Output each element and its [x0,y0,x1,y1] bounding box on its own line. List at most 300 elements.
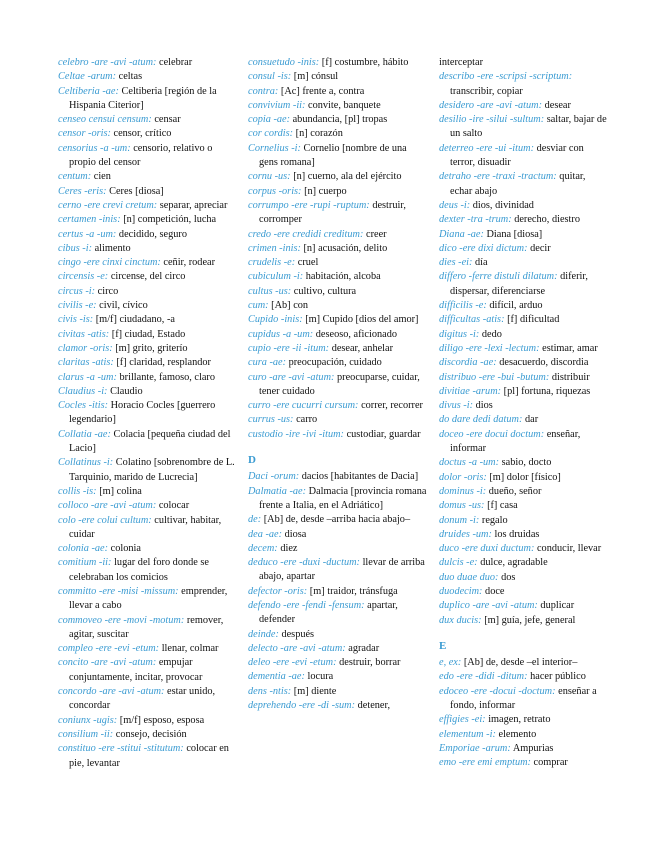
entry-headword: defendo -ere -fendi -fensum: [248,599,365,611]
entry-definition: transcribir, copiar [450,85,523,97]
entry-definition: enseñar a fondo, informar [450,685,597,712]
entry-headword: cum: [248,300,269,312]
section-letter: E [439,639,447,652]
entry-headword: emo -ere emi emptum: [439,757,531,769]
dictionary-entry [439,213,607,227]
entry-definition: separar, apreciar [159,199,228,211]
dictionary-entry [58,356,236,370]
entry-definition: destruir, corromper [259,199,406,226]
dictionary-entry [439,485,607,499]
entry-headword: delecto -are -avi -atum: [248,642,346,654]
entry-headword: civitas -atis: [58,328,110,340]
dictionary-entry [248,285,428,299]
dictionary-entry [58,299,236,313]
dictionary-entry [248,528,428,542]
entry-definition: estar unido, concordar [69,686,216,712]
entry-headword: duodecim: [439,585,483,597]
dictionary-entry [439,99,607,113]
dictionary-entry [439,371,607,385]
entry-definition: preocupación, cuidado [288,357,382,369]
entry-definition: [Ab] con [271,300,309,312]
entry-headword: circensis -e: [58,271,109,283]
entry-definition: [n] competición, lucha [123,214,217,226]
dictionary-entry [58,556,236,585]
entry-definition: diosa [284,528,307,540]
entry-headword: deus -i: [439,199,471,211]
entry-headword: custodio -ire -ivi -itum: [248,428,344,440]
entry-definition: cultivar, habitar, cuidar [69,514,222,540]
entry-definition: dar [525,414,539,426]
entry-headword: edoceo -ere -docui -doctum: [439,685,556,697]
dictionary-entry [439,514,607,528]
entry-definition: convite, banquete [308,99,381,111]
entry-definition: cruel [297,257,319,269]
dictionary-entry [58,399,236,428]
entry-definition: Colatino [sobrenombre de L. Tarquinio, marido de Lucrecia] [69,457,235,483]
entry-headword: duo duae duo: [439,571,499,583]
entry-definition: [m] traidor, tránsfuga [309,585,398,597]
entry-definition: día [475,257,488,269]
entry-headword: domus -us: [439,500,485,512]
entry-headword: cibus -i: [58,242,93,254]
dictionary-entry [248,642,428,656]
entry-headword: discordia -ae: [439,357,497,369]
entry-headword: contra: [248,85,279,97]
dictionary-entry [58,127,236,141]
entry-definition: elemento [498,728,537,740]
entry-headword: diligo -ere -lexi -lectum: [439,342,540,354]
dictionary-entry [248,685,428,699]
entry-definition: duplicar [540,600,575,612]
entry-definition: decidido, seguro [118,228,187,240]
entry-definition: censor, crítico [113,128,172,140]
entry-headword: divitiae -arum: [439,385,502,397]
entry-headword: civis -is: [58,314,94,326]
dictionary-entry [248,585,428,599]
entry-headword: Cornelius -i: [248,142,301,154]
dictionary-entry [439,499,607,513]
entry-definition: abundancia, [pl] tropas [292,114,388,126]
dictionary-entry [439,756,607,770]
dictionary-entry [248,142,428,171]
dictionary-entry [248,542,428,556]
dictionary-entry [439,199,607,213]
entry-definition: [f] casa [487,500,518,512]
entry-definition: [m] grito, griterío [115,342,188,354]
dictionary-entry [439,170,607,199]
entry-definition: Claudio [110,385,143,397]
entry-definition: colocar en pie, levantar [69,743,229,769]
column-3 [439,56,607,771]
entry-definition: consejo, decisión [115,728,187,740]
entry-headword: consilium -ii: [58,728,114,740]
dictionary-entry [58,142,236,171]
dictionary-entry [58,228,236,242]
entry-definition: doce [485,585,505,597]
dictionary-entry [439,656,607,670]
entry-definition: Celtiberia [región de la Hispania Citerior] [69,85,217,111]
dictionary-entry [439,456,607,470]
entry-definition: [f] dificultad [507,314,560,326]
entry-headword: digitus -i: [439,328,480,340]
entry-definition: celebrar [159,57,193,68]
dictionary-entry [58,170,236,184]
entry-headword: Cupido -inis: [248,314,303,326]
entry-headword: detraho -ere -traxi -tractum: [439,171,557,183]
entry-definition: habitación, alcoba [305,271,381,283]
dictionary-entry [58,313,236,327]
entry-definition: detener, [357,700,391,712]
entry-definition: dios [475,400,493,412]
dictionary-entry [439,299,607,313]
entry-headword: Ceres -eris: [58,185,107,197]
dictionary-entry [58,213,236,227]
dictionary-entry [58,371,236,385]
entry-headword: druides -um: [439,528,492,540]
entry-headword: do dare dedi datum: [439,414,523,426]
entry-definition: dedo [481,328,502,340]
entry-headword: constituo -ere -stitui -stitutum: [58,743,184,755]
dictionary-entry [248,699,428,713]
entry-headword: celebro -are -avi -atum: [58,57,157,68]
dictionary-entry [248,328,428,342]
entry-headword: dux ducis: [439,614,482,626]
dictionary-entry [248,299,428,313]
dictionary-entry [248,99,428,113]
dictionary-entry [248,256,428,270]
dictionary-entry [248,413,428,427]
entry-headword: cubiculum -i: [248,271,304,283]
dictionary-entry [58,742,236,771]
entry-headword: defector -oris: [248,585,308,597]
entry-headword: coniunx -ugis: [58,714,118,726]
entry-definition: colonia [110,543,141,555]
entry-headword: commoveo -ere -movi -motum: [58,614,185,626]
entry-definition: [n] cuerpo [304,185,347,197]
dictionary-entry [248,670,428,684]
dictionary-entry [248,485,428,514]
entry-headword: cingo -ere cinxi cinctum: [58,257,161,269]
entry-headword: consuetudo -inis: [248,57,320,68]
entry-definition: dacios [habitantes de Dacia] [301,471,419,483]
entry-headword: difficilis -e: [439,300,487,312]
entry-definition: dueño, señor [488,485,542,497]
dictionary-entry [248,242,428,256]
entry-headword: cornu -us: [248,171,291,183]
dictionary-entry [248,70,428,84]
entry-headword: deinde: [248,628,279,640]
dictionary-entry [58,270,236,284]
dictionary-entry [439,270,607,299]
entry-definition: creer [366,228,387,240]
entry-definition: cien [93,171,111,183]
dictionary-entry [439,113,607,142]
dictionary-entry [58,113,236,127]
entry-definition: [m] dolor [físico] [489,471,561,483]
entry-headword: credo -ere credidi creditum: [248,228,364,240]
entry-definition: custodiar, guardar [346,428,421,440]
dictionary-entry [58,385,236,399]
dictionary-entry [439,528,607,542]
entry-definition: empujar conjuntamente, incitar, provocar [69,657,203,683]
entry-headword: deprehendo -ere -di -sum: [248,700,356,712]
entry-definition: apartar, defender [259,599,398,626]
dictionary-entry [248,556,428,585]
dictionary-entry [439,399,607,413]
entry-definition: [f] claridad, resplandor [116,357,211,369]
entry-definition: [n] acusación, delito [303,242,388,254]
dictionary-entry [58,85,236,114]
entry-definition: Horacio Cocles [guerrero legendario] [69,400,216,426]
entry-headword: differo -ferre distuli dilatum: [439,271,558,283]
entry-definition: dios, divinidad [472,199,534,211]
entry-definition: [Ab] de, desde –arriba hacia abajo– [263,514,411,526]
entry-headword: doctus -a -um: [439,457,500,469]
dictionary-entry [248,399,428,413]
entry-definition: derecho, diestro [514,214,580,226]
dictionary-entry [248,513,428,527]
dictionary-entry [58,456,236,485]
entry-definition: Ampurias [512,742,554,754]
entry-headword: censor -oris: [58,128,111,140]
entry-definition: decir [530,242,551,254]
dictionary-entry [439,670,607,684]
dictionary-entry [248,56,428,70]
entry-headword: Collatinus -i: [58,457,114,469]
dictionary-entry [439,385,607,399]
dictionary-entry [248,342,428,356]
entry-headword: desidero -are -avi -atum: [439,99,543,111]
entry-definition: llevar de arriba abajo, apartar [259,557,425,583]
entry-definition: interceptar [439,57,484,68]
entry-headword: Daci -orum: [248,471,300,483]
entry-definition: Colacia [pequeña ciudad del Lacio] [69,428,231,455]
dictionary-entry [58,585,236,614]
dictionary-entry [439,471,607,485]
entry-definition: diferir, dispersar, diferenciarse [450,271,588,297]
dictionary-entry [439,313,607,327]
entry-definition: censorio, relativo o propio del censor [69,142,213,169]
entry-headword: cupio -ere -ii -itum: [248,342,330,354]
entry-headword: dea -ae: [248,528,283,540]
dictionary-entry [248,228,428,242]
entry-definition: remover, agitar, suscitar [69,614,224,640]
entry-definition: ceñir, rodear [163,257,216,269]
dictionary-entry [248,371,428,400]
dictionary-entry [58,185,236,199]
entry-definition: conducir, llevar [536,543,602,555]
entry-definition: destruir, borrar [339,657,401,669]
entry-headword: corrumpo -ere -rupi -ruptum: [248,199,370,211]
entry-headword: describo -ere -scripsi -scriptum: [439,71,573,83]
entry-headword: Dalmatia -ae: [248,485,307,497]
dictionary-entry [439,356,607,370]
entry-definition: [n] cuerno, ala del ejército [293,171,402,183]
entry-headword: dexter -tra -trum: [439,214,512,226]
entry-definition: desacuerdo, discordia [499,357,589,369]
entry-headword: distribuo -ere -bui -butum: [439,371,550,383]
dictionary-entry [58,485,236,499]
entry-headword: censorius -a -um: [58,142,131,154]
entry-headword: collis -is: [58,485,97,497]
dictionary-entry [439,228,607,242]
entry-definition: desear [544,99,571,111]
section-letter: D [248,454,256,467]
dictionary-entry [58,685,236,714]
entry-headword: doceo -ere docui doctum: [439,428,545,440]
dictionary-entry [58,428,236,457]
entry-headword: deduco -ere -duxi -ductum: [248,557,360,569]
dictionary-entry [58,714,236,728]
entry-definition: circo [97,285,119,297]
entry-definition: llenar, colmar [161,643,219,655]
entry-headword: e, ex: [439,657,462,669]
entry-headword: civilis -e: [58,300,97,312]
entry-headword: Cocles -itis: [58,400,109,412]
entry-headword: certamen -inis: [58,214,121,226]
entry-headword: decem: [248,542,278,554]
entry-headword: deleo -ere -evi -etum: [248,657,337,669]
entry-definition: preocuparse, cuidar, tener cuidado [259,371,420,397]
entry-headword: effigies -ei: [439,714,486,726]
dictionary-entry [248,270,428,284]
dictionary-entry [58,514,236,543]
entry-definition: [m/f] ciudadano, -a [95,314,175,326]
dictionary-entry [58,256,236,270]
dictionary-entry [439,70,607,99]
entry-definition: cultivo, cultura [293,285,357,297]
entry-definition: saltar, bajar de un salto [450,114,607,140]
entry-definition: regalo [481,514,508,526]
dictionary-entry [248,313,428,327]
entry-headword: concordo -are -avi -atum: [58,686,165,698]
dictionary-entry [58,542,236,556]
dictionary-entry [58,728,236,742]
entry-headword: censeo censui censum: [58,114,152,126]
entry-headword: certus -a -um: [58,228,117,240]
dictionary-entry [58,614,236,643]
entry-headword: Emporiae -arum: [439,742,511,754]
entry-definition: Cornelio [nombre de una gens romana] [259,142,407,169]
entry-headword: Claudius -i: [58,385,108,397]
dictionary-entry [439,556,607,570]
dictionary-entry [248,656,428,670]
entry-headword: dominus -i: [439,485,487,497]
dictionary-entry [58,56,236,70]
dictionary-entry [248,470,428,484]
entry-headword: dico -ere dixi dictum: [439,242,528,254]
entry-headword: Celtiberia -ae: [58,85,119,97]
entry-headword: deterreo -ere -ui -itum: [439,142,535,154]
entry-headword: convivium -ii: [248,99,306,111]
entry-headword: comitium -ii: [58,557,112,569]
entry-headword: compleo -ere -evi -etum: [58,643,160,655]
dictionary-entry [58,242,236,256]
entry-definition: enseñar, informar [450,428,581,455]
entry-definition: dulce, agradable [480,557,548,569]
entry-definition: [m] cónsul [293,71,339,83]
entry-definition: distribuir [551,371,590,383]
entry-headword: corpus -oris: [248,185,302,197]
entry-headword: centum: [58,171,92,183]
entry-definition: difícil, arduo [489,300,543,312]
entry-definition: después [281,628,315,640]
entry-definition: Dalmacia [provincia romana frente a Italia, en el Adriático] [259,485,427,511]
entry-definition: quitar, echar abajo [450,171,586,197]
entry-definition: [f] costumbre, hábito [321,57,409,68]
entry-headword: dens -ntis: [248,685,292,697]
dictionary-entry [439,242,607,256]
entry-definition: colocar [158,500,190,512]
entry-definition: carro [296,414,318,426]
entry-definition: [Ab] de, desde –el interior– [463,657,578,669]
entry-headword: clarus -a -um: [58,371,117,383]
entry-definition: agradar [348,642,380,654]
entry-definition: imagen, retrato [488,714,551,726]
column-1 [58,56,236,771]
entry-headword: donum -i: [439,514,480,526]
entry-definition: [m] diente [293,685,337,697]
dictionary-entry [248,428,428,442]
entry-definition: [n] corazón [295,128,343,140]
entry-headword: dolor -oris: [439,471,487,483]
entry-headword: crimen -inis: [248,242,301,254]
entry-headword: concito -are -avi -atum: [58,657,157,669]
entry-definition: celtas [118,71,143,83]
entry-definition: [m] colina [99,485,142,497]
entry-headword: curo -are -avi -atum: [248,371,335,383]
entry-headword: colonia -ae: [58,543,109,555]
dictionary-entry [58,499,236,513]
entry-headword: cultus -us: [248,285,292,297]
dictionary-entry [439,728,607,742]
dictionary-entry [58,70,236,84]
entry-headword: crudelis -e: [248,257,296,269]
entry-headword: divus -i: [439,400,474,412]
entry-headword: currus -us: [248,414,294,426]
entry-headword: Diana -ae: [439,228,484,240]
dictionary-entry [58,642,236,656]
dictionary-entry [439,585,607,599]
entry-definition: correr, recorrer [361,400,423,412]
entry-headword: committo -ere -misi -missum: [58,585,179,597]
entry-headword: dulcis -e: [439,557,478,569]
dictionary-entry [248,127,428,141]
entry-headword: colloco -are -avi -atum: [58,500,157,512]
entry-definition: comprar [533,757,568,769]
entry-definition: [Ac] frente a, contra [280,85,365,97]
dictionary-entry [248,356,428,370]
entry-headword: consul -is: [248,71,292,83]
entry-definition: alimento [94,242,131,254]
entry-headword: dementia -ae: [248,671,305,683]
dictionary-entry [248,599,428,628]
entry-definition: emprender, llevar a cabo [69,585,228,612]
column-2 [248,56,428,713]
dictionary-entry [439,685,607,714]
dictionary-entry [439,542,607,556]
entry-definition: brillante, famoso, claro [119,371,215,383]
dictionary-entry [58,342,236,356]
entry-definition: hacer público [530,671,586,683]
entry-definition: los druidas [494,528,540,540]
dictionary-entry [58,285,236,299]
entry-definition: [m] Cupido [dios del amor] [305,314,419,326]
dictionary-entry [248,185,428,199]
entry-headword: claritas -atis: [58,357,114,369]
entry-definition: sabio, docto [501,457,552,469]
entry-headword: edo -ere -didi -ditum: [439,671,528,683]
